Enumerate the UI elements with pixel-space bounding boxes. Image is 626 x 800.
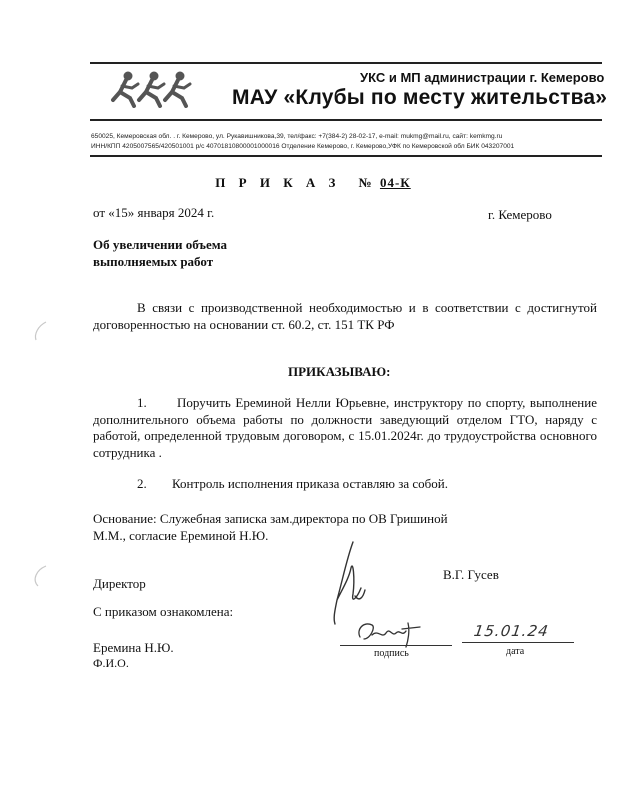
header-bottom-rule [90, 155, 602, 157]
address-line-1: 650025, Кемеровская обл. . г. Кемерово, ул. Рукавишникова,39, тел/факс: +7(384-2) 28-02-17, e-mail: mukmg@mail.ru, сайт: kemkmg.ru [91, 133, 503, 140]
order-number: 04-К [379, 175, 411, 190]
date-label: дата [506, 646, 525, 657]
header-mid-rule [90, 119, 602, 121]
command-heading: ПРИКАЗЫВАЮ: [288, 364, 391, 379]
order-subject-line-1: Об увеличении объема [93, 237, 228, 252]
director-title: Директор [93, 576, 146, 591]
basis-text: Основание: Служебная записка зам.директора по ОВ Гришиной М.М., согласие Ереминой Н.Ю. [93, 511, 448, 543]
order-item-2-number: 2. [137, 476, 147, 491]
director-name: В.Г. Гусев [443, 567, 499, 582]
org-parent-name: УКС и МП администрации г. Кемерово [360, 70, 605, 85]
scan-margin-marks [22, 320, 52, 590]
order-item-2 [137, 476, 448, 492]
signature-line [340, 645, 452, 646]
signature-label: подпись [374, 648, 409, 659]
org-main-name: МАУ «Клубы по месту жительства» [232, 86, 608, 109]
order-item-1 [93, 395, 597, 461]
address-line-2: ИНН/КПП 4205007565/420501001 р/с 40701810800001000016 Отделение Кемерово, г. Кемерово,УФК по Кемеровской обл БИК 043207001 [91, 143, 515, 150]
order-number-prefix: № [358, 175, 372, 190]
fio-label: Ф.И.О. [93, 656, 129, 670]
employee-name: Еремина Н.Ю. [93, 640, 174, 655]
order-title [0, 175, 626, 191]
order-item-2-text: Контроль исполнения приказа оставляю за собой. [172, 476, 448, 491]
handwritten-date: 15.01.24 [472, 622, 551, 640]
preamble-paragraph [93, 300, 597, 333]
running-figures-logo [110, 70, 205, 108]
basis-paragraph [93, 511, 483, 544]
order-date: от «15» января 2024 г. [93, 205, 215, 220]
header-top-rule [90, 62, 602, 64]
order-title-word: П Р И К А З [215, 175, 341, 190]
acquainted-label: С приказом ознакомлена: [93, 604, 234, 619]
date-line [462, 642, 574, 643]
order-subject [93, 236, 227, 270]
preamble-text: В связи с производственной необходимостью и в соответствии с достигнутой договоренностью на основании ст. 60.2, ст. 151 ТК РФ [93, 300, 597, 332]
employee-signature [350, 615, 430, 649]
order-city: г. Кемерово [488, 207, 552, 222]
order-item-1-text: Поручить Ереминой Нелли Юрьевне, инструктору по спорту, выполнение дополнительного объема работы по должности заведующий отделом ГТО, наряду с работой, определенной трудовым договором, с 15.01.2024г. до трудоустройства основного сотрудника . [93, 395, 597, 460]
order-subject-line-2: выполняемых работ [93, 254, 214, 269]
order-item-1-number: 1. [137, 395, 147, 410]
